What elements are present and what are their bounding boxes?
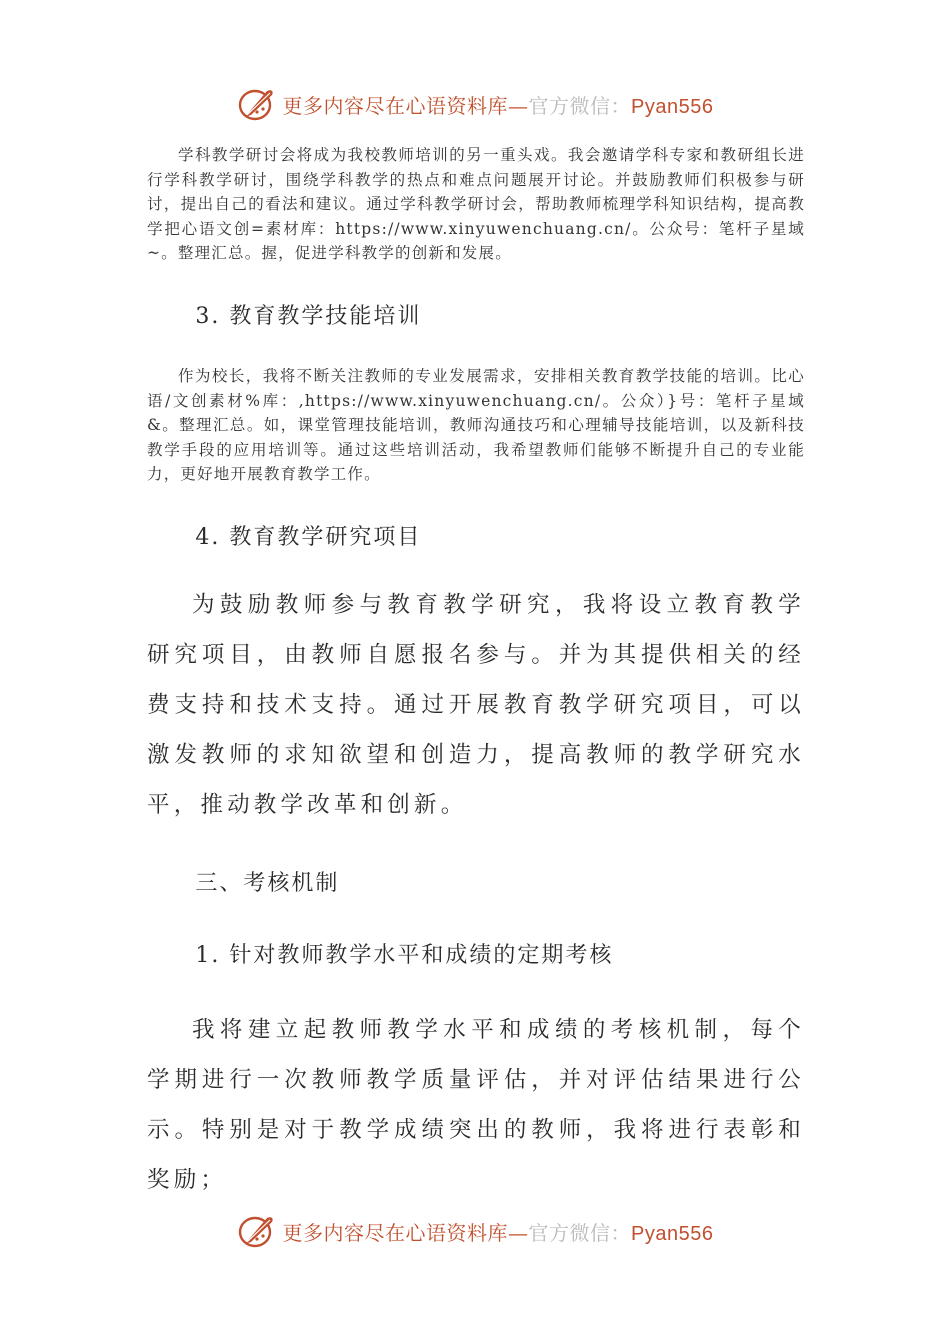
banner-text: 更多内容尽在心语资料库—官方微信：Pyan556	[282, 1220, 714, 1245]
footer-banner	[0, 1211, 950, 1251]
paragraph-research-project: 为鼓励教师参与教育教学研究，我将设立教育教学研究项目，由教师自愿报名参与。并为其提供相关的经费支持和技术支持。通过开展教育教学研究项目，可以激发教师的求知欲望和创造力，提高教师的教学研究水平，推动教学改革和创新。	[147, 591, 805, 818]
heading-assessment-mechanism: 三、考核机制	[195, 870, 340, 896]
heading-skill-training: 3. 教育教学技能培训	[195, 303, 422, 329]
heading-periodic-assessment: 1. 针对教师教学水平和成绩的定期考核	[195, 942, 614, 968]
paragraph-skill-training: 作为校长，我将不断关注教师的专业发展需求，安排相关教育教学技能的培训。比心语/文创素材%库：,https://www.xinyuwenchuang.cn/。公众）}号：笔杆子星域&。整理汇总。如，课堂管理技能培训，教师沟通技巧和心理辅导技能培训，以及新科技教学手段的应用培训等。通过这些培训活动，我希望教师们能够不断提升自己的专业能力，更好地开展教育教学工作。	[147, 366, 805, 484]
document-body	[147, 143, 805, 1205]
header-banner	[0, 84, 950, 124]
paragraph-seminar: 学科教学研讨会将成为我校教师培训的另一重头戏。我会邀请学科专家和教研组长进行学科教学研讨，围绕学科教学的热点和难点问题展开讨论。并鼓励教师们积极参与研讨，提出自己的看法和建议。通过学科教学研讨会，帮助教师梳理学科知识结构，提高教学把心语文创=素材库：https://www.xinyuwenchuang.cn/。公众号：笔杆子星域~。整理汇总。握，促进学科教学的创新和发展。	[147, 146, 805, 263]
quill-pen-logo-icon	[237, 1212, 277, 1250]
heading-research-project: 4. 教育教学研究项目	[195, 524, 422, 550]
quill-pen-logo-icon	[237, 85, 277, 123]
paragraph-periodic-assessment: 我将建立起教师教学水平和成绩的考核机制，每个学期进行一次教师教学质量评估，并对评估结果进行公示。特别是对于教学成绩突出的教师，我将进行表彰和奖励；	[147, 1016, 805, 1193]
banner-text: 更多内容尽在心语资料库—官方微信：Pyan556	[282, 93, 714, 118]
